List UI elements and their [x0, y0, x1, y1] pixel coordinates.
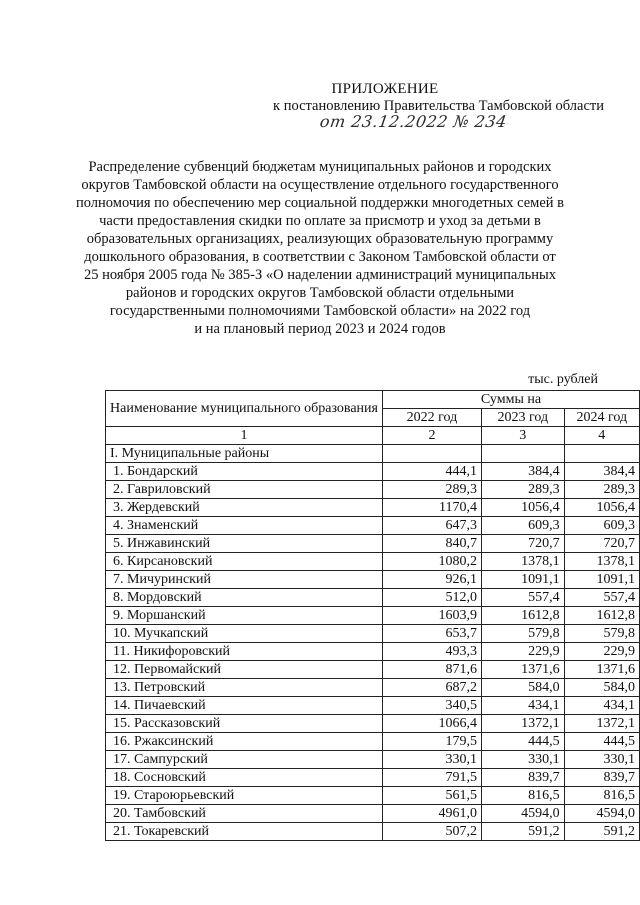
- municipality-name: 17. Сампурский: [106, 751, 383, 769]
- value-2024: 1372,1: [564, 715, 639, 733]
- value-2023: 229,9: [481, 643, 564, 661]
- municipality-name: 5. Инжавинский: [106, 535, 383, 553]
- value-2022: 179,5: [382, 733, 481, 751]
- appendix-title: ПРИЛОЖЕНИЕ: [331, 81, 439, 97]
- value-2022: 4961,0: [382, 805, 481, 823]
- municipality-name: 16. Ржаксинский: [106, 733, 383, 751]
- value-2023: 289,3: [481, 481, 564, 499]
- table-row: [106, 463, 640, 481]
- value-2022: 330,1: [382, 751, 481, 769]
- value-2023: 4594,0: [481, 805, 564, 823]
- value-2022: 340,5: [382, 697, 481, 715]
- value-2022: 647,3: [382, 517, 481, 535]
- value-2024: 330,1: [564, 751, 639, 769]
- table-row: [106, 751, 640, 769]
- table-row: [106, 625, 640, 643]
- column-number: 1: [106, 427, 383, 445]
- heading-line: и на плановый период 2023 и 2024 годов: [194, 321, 446, 337]
- value-2023: 591,2: [481, 823, 564, 841]
- table-header-row: [106, 391, 640, 409]
- empty-cell: [382, 445, 481, 463]
- municipality-name: 9. Моршанский: [106, 607, 383, 625]
- value-2023: 839,7: [481, 769, 564, 787]
- value-2024: 579,8: [564, 625, 639, 643]
- heading-line: Распределение субвенций бюджетам муниципальных районов и городских: [88, 159, 552, 175]
- value-2024: 444,5: [564, 733, 639, 751]
- table-row: [106, 553, 640, 571]
- value-2024: 384,4: [564, 463, 639, 481]
- value-2023: 579,8: [481, 625, 564, 643]
- value-2022: 444,1: [382, 463, 481, 481]
- value-2022: 561,5: [382, 787, 481, 805]
- value-2023: 1612,8: [481, 607, 564, 625]
- value-2022: 791,5: [382, 769, 481, 787]
- value-2023: 444,5: [481, 733, 564, 751]
- municipality-name: 14. Пичаевский: [106, 697, 383, 715]
- value-2022: 687,2: [382, 679, 481, 697]
- municipality-name: 4. Знаменский: [106, 517, 383, 535]
- value-2022: 507,2: [382, 823, 481, 841]
- value-2024: 229,9: [564, 643, 639, 661]
- table-row: [106, 607, 640, 625]
- heading-line: дошкольного образования, в соответствии с Законом Тамбовской области от: [84, 249, 556, 265]
- value-2024: 816,5: [564, 787, 639, 805]
- handwritten-date-number: от 23.12.2022 № 234: [318, 112, 509, 131]
- value-2023: 816,5: [481, 787, 564, 805]
- value-2022: 1603,9: [382, 607, 481, 625]
- municipality-name: 21. Токаревский: [106, 823, 383, 841]
- column-number: 4: [564, 427, 639, 445]
- section-title: I. Муниципальные районы: [106, 445, 383, 463]
- value-2023: 584,0: [481, 679, 564, 697]
- column-header-2024: 2024 год: [564, 409, 639, 427]
- value-2024: 289,3: [564, 481, 639, 499]
- heading-line: образовательных организациях, реализующих образовательную программу: [86, 231, 554, 247]
- column-number: 2: [382, 427, 481, 445]
- value-2022: 289,3: [382, 481, 481, 499]
- heading-line: части предоставления скидки по оплате за присмотр и уход за детьми в: [99, 213, 541, 229]
- table-row: [106, 715, 640, 733]
- municipality-name: 15. Рассказовский: [106, 715, 383, 733]
- table-row: [106, 499, 640, 517]
- municipality-name: 2. Гавриловский: [106, 481, 383, 499]
- municipality-name: 6. Кирсановский: [106, 553, 383, 571]
- column-header-2023: 2023 год: [481, 409, 564, 427]
- table-row: [106, 517, 640, 535]
- table-column-numbers-row: [106, 427, 640, 445]
- value-2023: 434,1: [481, 697, 564, 715]
- municipality-name: 12. Первомайский: [106, 661, 383, 679]
- column-header-name: Наименование муниципального образования: [106, 391, 383, 427]
- table-row: [106, 661, 640, 679]
- value-2024: 1056,4: [564, 499, 639, 517]
- value-2023: 609,3: [481, 517, 564, 535]
- value-2024: 557,4: [564, 589, 639, 607]
- subsidy-table: [105, 390, 640, 841]
- value-2022: 493,3: [382, 643, 481, 661]
- heading-line: округов Тамбовской области на осуществление отдельного государственного: [81, 177, 559, 193]
- value-2023: 330,1: [481, 751, 564, 769]
- value-2022: 1066,4: [382, 715, 481, 733]
- empty-cell: [564, 445, 639, 463]
- value-2024: 4594,0: [564, 805, 639, 823]
- value-2023: 557,4: [481, 589, 564, 607]
- value-2023: 1372,1: [481, 715, 564, 733]
- municipality-name: 19. Староюрьевский: [106, 787, 383, 805]
- municipality-name: 20. Тамбовский: [106, 805, 383, 823]
- value-2022: 871,6: [382, 661, 481, 679]
- column-header-sums: Суммы на: [382, 391, 639, 409]
- value-2022: 1170,4: [382, 499, 481, 517]
- value-2024: 1612,8: [564, 607, 639, 625]
- value-2024: 609,3: [564, 517, 639, 535]
- heading-line: 25 ноября 2005 года № 385-З «О наделении администраций муниципальных: [84, 267, 556, 283]
- municipality-name: 8. Мордовский: [106, 589, 383, 607]
- municipality-name: 1. Бондарский: [106, 463, 383, 481]
- table-row: [106, 481, 640, 499]
- value-2023: 1091,1: [481, 571, 564, 589]
- table-row: [106, 535, 640, 553]
- heading-line: районов и городских округов Тамбовской области отдельными: [125, 285, 515, 301]
- municipality-name: 18. Сосновский: [106, 769, 383, 787]
- value-2023: 1378,1: [481, 553, 564, 571]
- table-row: [106, 697, 640, 715]
- value-2023: 384,4: [481, 463, 564, 481]
- municipality-name: 3. Жердевский: [106, 499, 383, 517]
- appendix-subtitle: к постановлению Правительства Тамбовской области: [273, 98, 604, 114]
- table-row: [106, 769, 640, 787]
- value-2024: 1378,1: [564, 553, 639, 571]
- value-2022: 653,7: [382, 625, 481, 643]
- table-row: [106, 805, 640, 823]
- value-2023: 1056,4: [481, 499, 564, 517]
- value-2022: 840,7: [382, 535, 481, 553]
- value-2024: 839,7: [564, 769, 639, 787]
- table-row: [106, 679, 640, 697]
- value-2023: 1371,6: [481, 661, 564, 679]
- value-2022: 1080,2: [382, 553, 481, 571]
- table-row: [106, 787, 640, 805]
- empty-cell: [481, 445, 564, 463]
- value-2024: 434,1: [564, 697, 639, 715]
- column-number: 3: [481, 427, 564, 445]
- document-heading: [70, 158, 570, 338]
- column-header-2022: 2022 год: [382, 409, 481, 427]
- table-row: [106, 571, 640, 589]
- heading-line: полномочия по обеспечению мер социальной поддержки многодетных семей в: [75, 195, 565, 211]
- units-label: тыс. рублей: [528, 372, 598, 387]
- table-row: [106, 643, 640, 661]
- value-2024: 591,2: [564, 823, 639, 841]
- municipality-name: 11. Никифоровский: [106, 643, 383, 661]
- table-row: [106, 823, 640, 841]
- value-2022: 512,0: [382, 589, 481, 607]
- municipality-name: 13. Петровский: [106, 679, 383, 697]
- value-2024: 1091,1: [564, 571, 639, 589]
- value-2024: 584,0: [564, 679, 639, 697]
- table-row: [106, 589, 640, 607]
- value-2023: 720,7: [481, 535, 564, 553]
- value-2022: 926,1: [382, 571, 481, 589]
- table-row: [106, 733, 640, 751]
- municipality-name: 7. Мичуринский: [106, 571, 383, 589]
- municipality-name: 10. Мучкапский: [106, 625, 383, 643]
- section-row: [106, 445, 640, 463]
- value-2024: 720,7: [564, 535, 639, 553]
- value-2024: 1371,6: [564, 661, 639, 679]
- heading-line: государственными полномочиями Тамбовской области» на 2022 год: [109, 303, 531, 319]
